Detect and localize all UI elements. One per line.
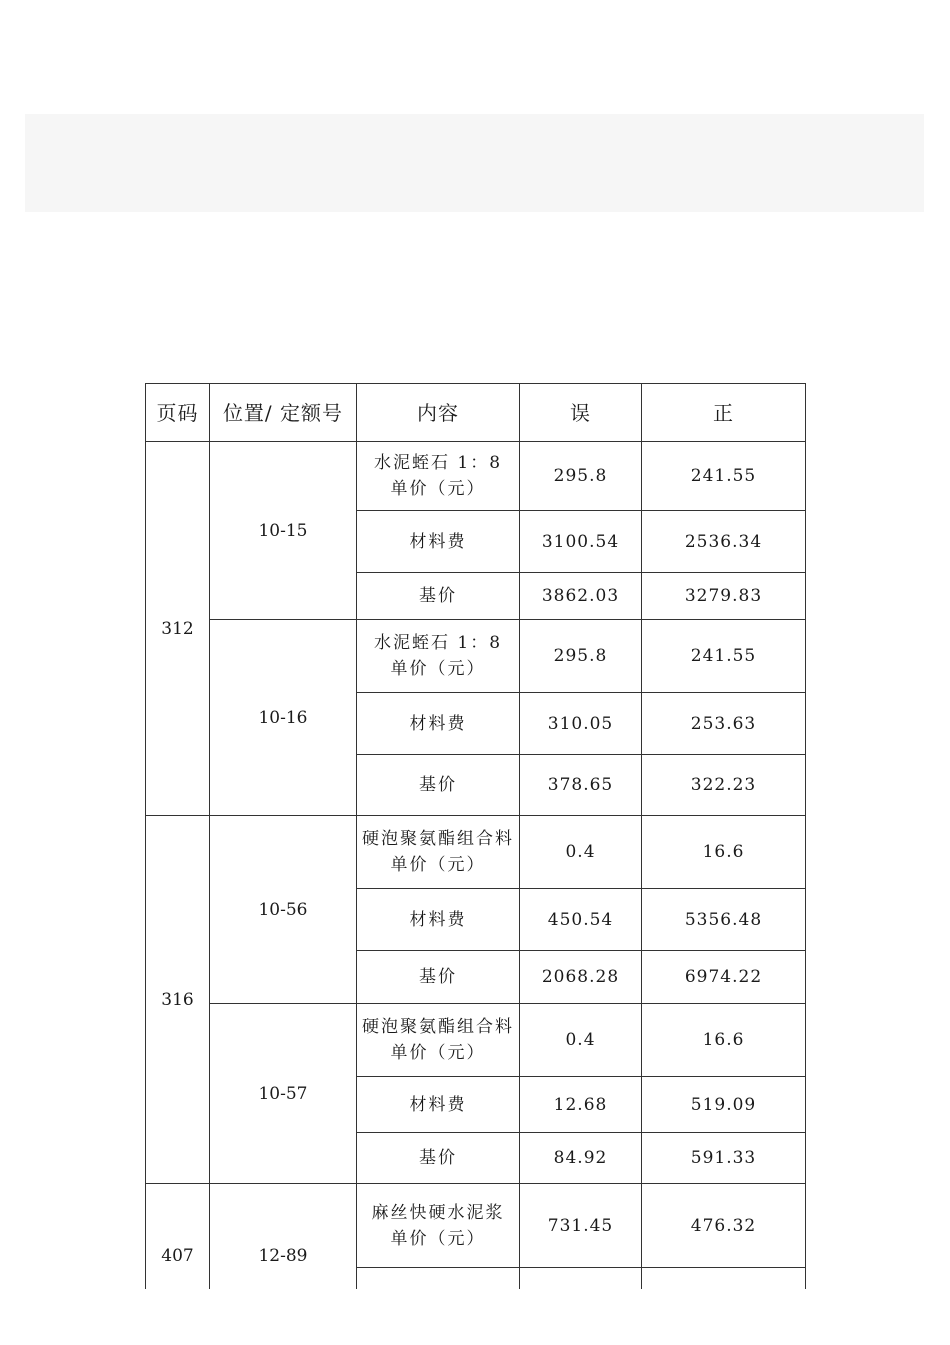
content-line: 材料费 <box>409 531 467 552</box>
content-line: 基价 <box>419 586 457 606</box>
content-cell <box>357 573 520 620</box>
content-line: 单价（元） <box>390 479 486 499</box>
content-cell <box>357 1268 520 1290</box>
wrong-value-cell: 0.4 <box>520 816 642 889</box>
content-cell <box>357 620 520 693</box>
header-content: 内容 <box>357 384 520 442</box>
content-line: 单价（元） <box>390 855 486 875</box>
errata-table-container <box>145 383 807 1289</box>
wrong-value-cell: 3100.54 <box>520 511 642 573</box>
content-cell <box>357 816 520 889</box>
content-cell <box>357 951 520 1004</box>
correct-value-cell: 16.6 <box>642 816 806 889</box>
table-row <box>146 1004 806 1077</box>
top-banner-band <box>25 114 924 212</box>
correct-value-cell: 241.55 <box>642 442 806 511</box>
wrong-value-cell: 84.92 <box>520 1133 642 1184</box>
content-line: 材料费 <box>409 909 467 930</box>
content-cell <box>357 442 520 511</box>
wrong-value-cell <box>520 1268 642 1290</box>
correct-value-cell <box>642 1268 806 1290</box>
quota-cell: 12-89 <box>210 1184 357 1290</box>
content-line: 麻丝快硬水泥浆 <box>371 1202 505 1223</box>
content-cell <box>357 693 520 755</box>
content-cell <box>357 1077 520 1133</box>
content-cell <box>357 1004 520 1077</box>
header-row <box>146 384 806 442</box>
quota-cell: 10-57 <box>210 1004 357 1184</box>
content-line: 硬泡聚氨酯组合料 <box>362 1017 514 1037</box>
correct-value-cell: 6974.22 <box>642 951 806 1004</box>
correct-value-cell: 241.55 <box>642 620 806 693</box>
header-page: 页码 <box>146 384 210 442</box>
content-cell <box>357 1133 520 1184</box>
content-line: 基价 <box>419 775 457 795</box>
content-line: 硬泡聚氨酯组合料 <box>362 829 514 849</box>
table-row <box>146 816 806 889</box>
content-line: 单价（元） <box>390 659 486 679</box>
wrong-value-cell: 378.65 <box>520 755 642 816</box>
correct-value-cell: 5356.48 <box>642 889 806 951</box>
content-line: 基价 <box>419 1148 457 1168</box>
wrong-value-cell: 731.45 <box>520 1184 642 1268</box>
table-row <box>146 442 806 511</box>
content-cell <box>357 511 520 573</box>
table-row <box>146 1184 806 1268</box>
content-line: 基价 <box>419 967 457 987</box>
content-line: 单价（元） <box>390 1228 486 1249</box>
correct-value-cell: 591.33 <box>642 1133 806 1184</box>
correct-value-cell: 476.32 <box>642 1184 806 1268</box>
content-line: 水泥蛭石 1：8 <box>373 453 503 473</box>
correct-value-cell: 322.23 <box>642 755 806 816</box>
wrong-value-cell: 450.54 <box>520 889 642 951</box>
quota-cell: 10-56 <box>210 816 357 1004</box>
content-cell <box>357 755 520 816</box>
correct-value-cell: 519.09 <box>642 1077 806 1133</box>
wrong-value-cell: 295.8 <box>520 442 642 511</box>
content-line: 水泥蛭石 1：8 <box>373 633 503 653</box>
content-cell <box>357 889 520 951</box>
quota-cell: 10-16 <box>210 620 357 816</box>
quota-cell: 10-15 <box>210 442 357 620</box>
page-number-cell: 312 <box>146 442 210 816</box>
header-wrong: 误 <box>520 384 642 442</box>
content-line: 材料费 <box>409 1094 467 1115</box>
wrong-value-cell: 0.4 <box>520 1004 642 1077</box>
correct-value-cell: 3279.83 <box>642 573 806 620</box>
header-position: 位置/ 定额号 <box>210 384 357 442</box>
wrong-value-cell: 3862.03 <box>520 573 642 620</box>
page-number-cell: 316 <box>146 816 210 1184</box>
correct-value-cell: 253.63 <box>642 693 806 755</box>
correct-value-cell: 2536.34 <box>642 511 806 573</box>
errata-table <box>145 383 806 1289</box>
wrong-value-cell: 2068.28 <box>520 951 642 1004</box>
content-line: 单价（元） <box>390 1043 486 1063</box>
content-line: 材料费 <box>409 713 467 734</box>
wrong-value-cell: 12.68 <box>520 1077 642 1133</box>
page-number-cell: 407 <box>146 1184 210 1290</box>
wrong-value-cell: 310.05 <box>520 693 642 755</box>
wrong-value-cell: 295.8 <box>520 620 642 693</box>
table-row <box>146 620 806 693</box>
correct-value-cell: 16.6 <box>642 1004 806 1077</box>
content-cell <box>357 1184 520 1268</box>
header-correct: 正 <box>642 384 806 442</box>
